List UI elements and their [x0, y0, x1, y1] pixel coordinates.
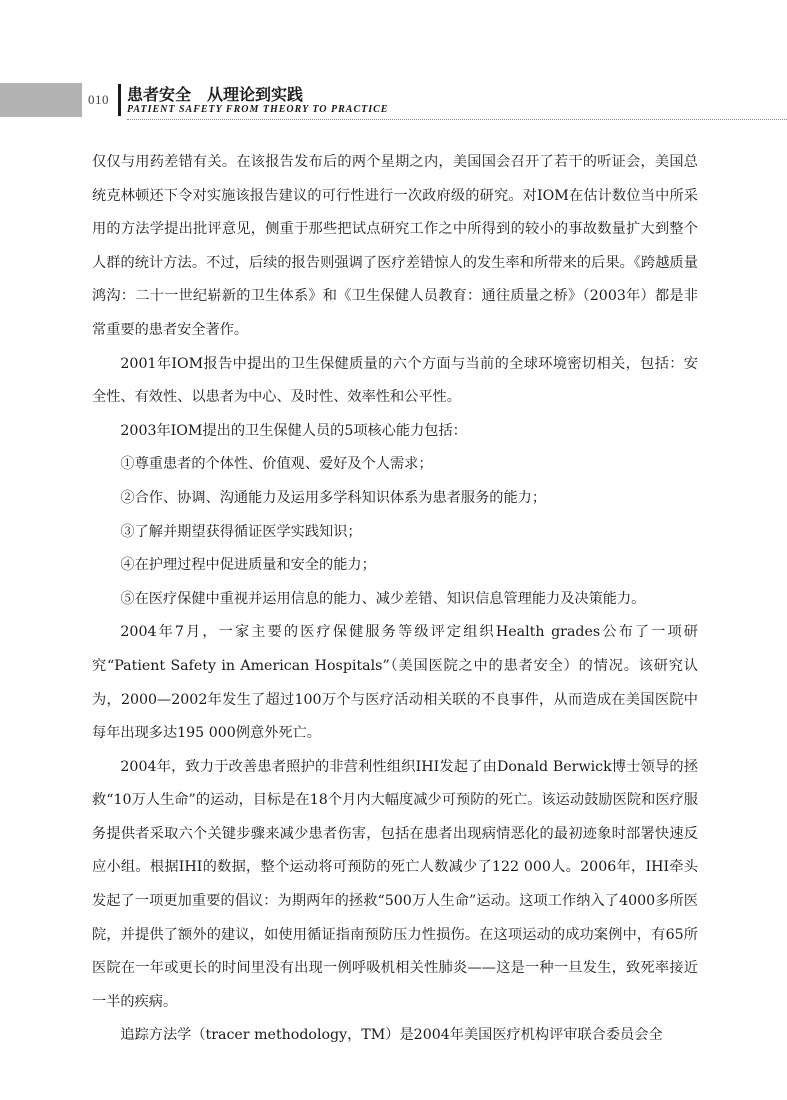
list-item-4: ④在护理过程中促进质量和安全的能力；	[120, 557, 376, 574]
list-item-2: ②合作、协调、沟通能力及运用多学科知识体系为患者服务的能力；	[120, 489, 547, 506]
running-title-cn: 患者安全 从理论到实践	[127, 85, 304, 104]
paragraph-2004-ihi: 2004年，致力于改善患者照护的非营利性组织IHI发起了由Donald Berwick博士领导的拯救“10万人生命”的运动，目标是在18个月内大幅度减少可预防的死亡。该运动鼓励医院和医疗服务提供者采取六个关键步骤来减少患者伤害，包括在患者出现病情恶化的最初迹象时部署快速反应小组。根据IHI的数据，整个运动将可预防的死亡人数减少了122 000人。2006年，IHI牵头发起了一项更加重要的倡议：为期两年的拯救“500万人生命”运动。这项工作纳入了4000多所医院，并提供了额外的建议，如使用循证指南预防压力性损伤。在这项运动的成功案例中，有65所医院在一年或更长的时间里没有出现一例呼吸机相关性肺炎——这是一种一旦发生，致死率接近一半的疾病。	[92, 758, 698, 1010]
header-divider	[118, 84, 121, 116]
paragraph-2001-iom: 2001年IOM报告中提出的卫生保健质量的六个方面与当前的全球环境密切相关，包括：安全性、有效性、以患者为中心、及时性、效率性和公平性。	[92, 355, 698, 406]
list-item-5: ⑤在医疗保健中重视并运用信息的能力、减少差错、知识信息管理能力及决策能力。	[120, 590, 646, 607]
running-title-en: PATIENT SAFETY FROM THEORY TO PRACTICE	[127, 104, 389, 115]
header-rule	[127, 119, 787, 120]
paragraph-2003-iom: 2003年IOM提出的卫生保健人员的5项核心能力包括：	[120, 422, 467, 439]
paragraph-2004-healthgrades: 2004年7月，一家主要的医疗保健服务等级评定组织Health grades公布了一项研究“Patient Safety in American Hospitals”（美国医院之中的患者安全）的情况。该研究认为，2000—2002年发生了超过100万个与医疗活动相关联的不良事件，从而造成在美国医院中每年出现多达195 000例意外死亡。	[92, 624, 698, 742]
page-number: 010	[88, 92, 109, 107]
list-item-1: ①尊重患者的个体性、价值观、爱好及个人需求；	[120, 456, 433, 473]
list-item-3: ③了解并期望获得循证医学实践知识；	[120, 523, 362, 540]
paragraph-continuation: 仅仅与用药差错有关。在该报告发布后的两个星期之内，美国国会召开了若干的听证会，美国总统克林顿还下令对实施该报告建议的可行性进行一次政府级的研究。对IOM在估计数位当中所采用的方法学提出批评意见，侧重于那些把试点研究工作之中所得到的较小的事故数量扩大到整个人群的统计方法。不过，后续的报告则强调了医疗差错惊人的发生率和所带来的后果。《跨越质量鸿沟：二十一世纪崭新的卫生体系》和《卫生保健人员教育：通往质量之桥》（2003年）都是非常重要的患者安全著作。	[92, 154, 698, 338]
body-text	[92, 146, 698, 1053]
paragraph-tracer-methodology: 追踪方法学（tracer methodology，TM）是2004年美国医疗机构评审联合委员会全	[120, 1027, 663, 1044]
page-tab-marker	[0, 83, 82, 117]
